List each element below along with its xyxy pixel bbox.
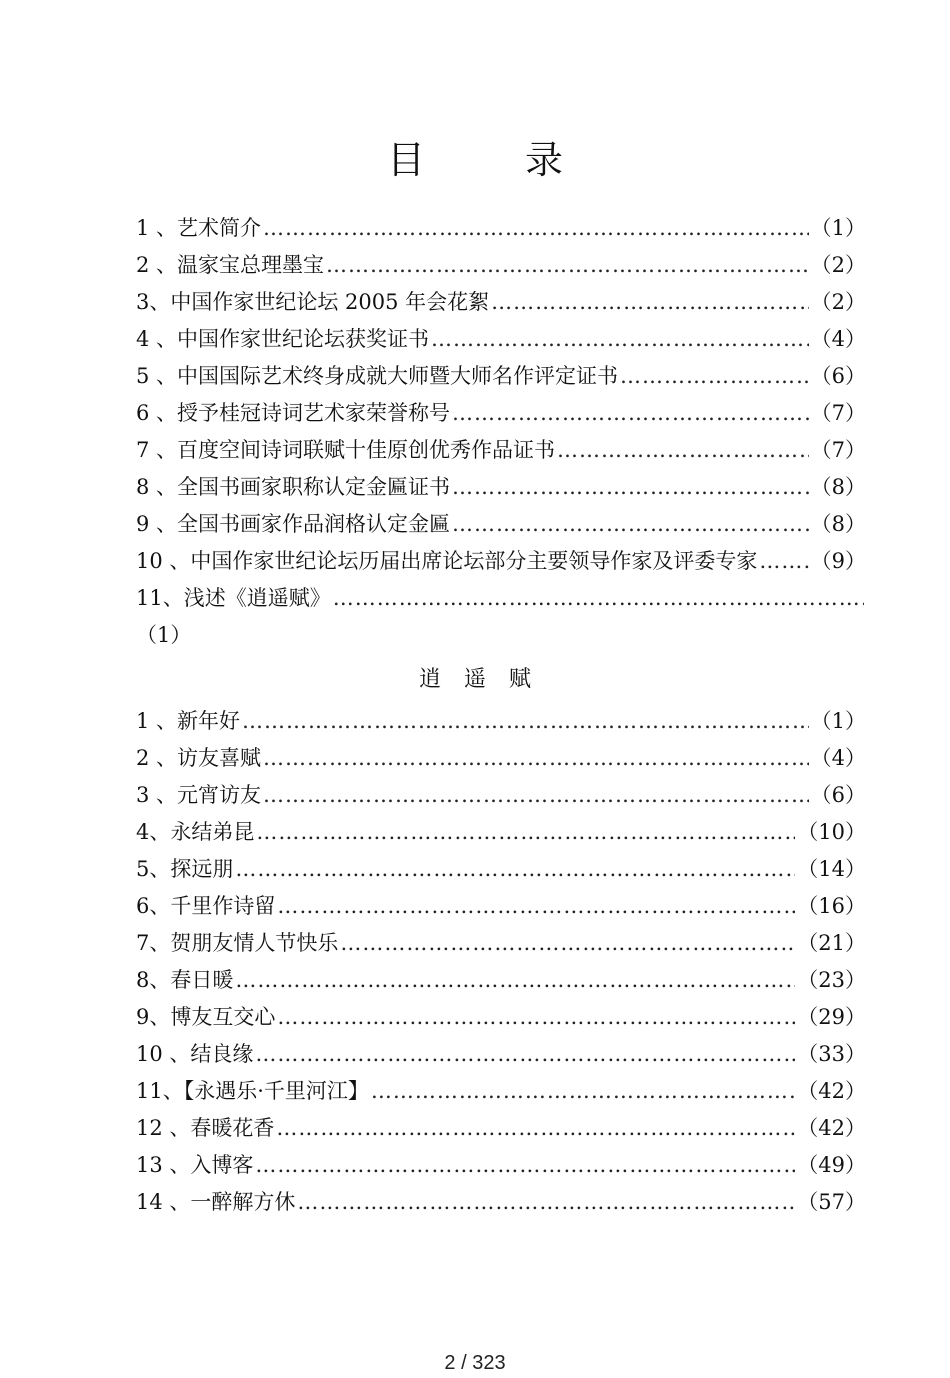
toc-entry-label: 3 、元宵访友 (136, 783, 262, 807)
toc-entry[interactable] (136, 247, 866, 284)
toc-entry-label: 6 、授予桂冠诗词艺术家荣誉称号 (136, 401, 451, 425)
toc-entry-page: （1） (136, 623, 192, 647)
toc-entry-page: （1） (810, 709, 866, 733)
toc-entry-page: （14） (797, 857, 866, 881)
toc-entry[interactable] (136, 1073, 866, 1110)
dot-leader (256, 814, 795, 851)
toc-entry[interactable] (136, 580, 866, 617)
toc-entry[interactable] (136, 740, 866, 777)
dot-leader (277, 999, 795, 1036)
toc-entry[interactable] (136, 1184, 866, 1221)
page-title: 目 录 (386, 138, 608, 182)
toc-entry-page: （4） (810, 746, 866, 770)
toc-entry-page: （23） (797, 968, 866, 992)
toc-entry-page: （6） (810, 364, 866, 388)
dot-leader (255, 1036, 795, 1073)
toc-entry[interactable] (136, 999, 866, 1036)
toc-entry-page: （49） (797, 1153, 866, 1177)
toc-entry-label: 7、贺朋友情人节快乐 (136, 931, 339, 955)
toc-entry-label: 10 、结良缘 (136, 1042, 254, 1066)
toc-entry[interactable] (136, 814, 866, 851)
toc-entry-page: （9） (810, 549, 866, 573)
toc-entry-page: （8） (810, 512, 866, 536)
dot-leader (263, 777, 809, 814)
toc-entry[interactable] (136, 469, 866, 506)
dot-leader (277, 888, 795, 925)
toc-entry[interactable] (136, 284, 866, 321)
toc-entry-label: 13 、入博客 (136, 1153, 254, 1177)
toc-entry-page: （16） (797, 894, 866, 918)
dot-leader (452, 395, 809, 432)
toc-entry-label: 9、博友互交心 (136, 1005, 276, 1029)
dot-leader (452, 469, 809, 506)
toc-entry[interactable] (136, 321, 866, 358)
dot-leader (297, 1184, 795, 1221)
toc-entry-label: 8 、全国书画家职称认定金匾证书 (136, 475, 451, 499)
toc-entry-page: （7） (810, 438, 866, 462)
toc-entry-page: （29） (797, 1005, 866, 1029)
toc-entry[interactable] (136, 851, 866, 888)
toc-entry-label: 4、永结弟昆 (136, 820, 255, 844)
toc-entry-label: 10 、中国作家世纪论坛历届出席论坛部分主要领导作家及评委专家 (136, 549, 758, 573)
toc-entry-page: （6） (810, 783, 866, 807)
dot-leader (452, 506, 809, 543)
toc-entry-label: 11、【永遇乐·千里河江】 (136, 1079, 369, 1103)
toc-entry[interactable] (136, 506, 866, 543)
toc-entry-page: （33） (797, 1042, 866, 1066)
toc-entry[interactable] (136, 1147, 866, 1184)
toc-entry-label: 4 、中国作家世纪论坛获奖证书 (136, 327, 430, 351)
toc-entry-page: （1） (810, 216, 866, 240)
toc-entry-page: （8） (810, 475, 866, 499)
toc-entry[interactable] (136, 1110, 866, 1147)
toc-entry[interactable] (136, 962, 866, 999)
toc-entry[interactable] (136, 543, 866, 580)
toc-entry-label: 2 、访友喜赋 (136, 746, 262, 770)
toc-entry[interactable] (136, 1036, 866, 1073)
toc-entry-page: （21） (797, 931, 866, 955)
toc-entry-label: 8、春日暖 (136, 968, 234, 992)
toc-section-intro (136, 210, 866, 654)
dot-leader (333, 580, 864, 617)
dot-leader (263, 210, 809, 247)
toc-entry-page: （7） (810, 401, 866, 425)
toc-entry-label: 1 、新年好 (136, 709, 241, 733)
toc-entry[interactable] (136, 210, 866, 247)
dot-leader (557, 432, 809, 469)
toc-entry-page: （4） (810, 327, 866, 351)
toc-entry-label: 14 、一醉解方休 (136, 1190, 296, 1214)
dot-leader (431, 321, 809, 358)
toc-entry-label: 9 、全国书画家作品润格认定金匾 (136, 512, 451, 536)
toc-entry[interactable] (136, 888, 866, 925)
dot-leader (242, 703, 809, 740)
toc-entry[interactable] (136, 925, 866, 962)
toc-entry-label: 2 、温家宝总理墨宝 (136, 253, 325, 277)
dot-leader (759, 543, 808, 580)
toc-entry-label: 1 、艺术简介 (136, 216, 262, 240)
dot-leader (491, 284, 808, 321)
dot-leader (235, 962, 795, 999)
page-number: 2 / 323 (444, 1352, 506, 1374)
toc-section-poems (136, 703, 866, 1221)
dot-leader (235, 851, 795, 888)
toc-entry-page: （42） (797, 1116, 866, 1140)
toc-entry-label: 5 、中国国际艺术终身成就大师暨大师名作评定证书 (136, 364, 619, 388)
dot-leader (276, 1110, 795, 1147)
toc-entry-label: 3、中国作家世纪论坛 2005 年会花絮 (136, 290, 490, 314)
toc-entry-page: （42） (797, 1079, 866, 1103)
toc-entry-label: 11、浅述《逍遥赋》 (136, 586, 331, 610)
toc-entry-page: （2） (810, 290, 866, 314)
toc-entry[interactable] (136, 395, 866, 432)
dot-leader (340, 925, 795, 962)
toc-entry-label: 12 、春暖花香 (136, 1116, 275, 1140)
dot-leader (620, 358, 809, 395)
toc-entry-page: （2） (810, 253, 866, 277)
toc-entry[interactable] (136, 777, 866, 814)
dot-leader (263, 740, 809, 777)
toc-entry-page: （57） (797, 1190, 866, 1214)
section-subtitle: 逍 遥 赋 (419, 667, 539, 692)
toc-entry-label: 6、千里作诗留 (136, 894, 276, 918)
dot-leader (371, 1073, 795, 1110)
toc-entry-label: 5、探远朋 (136, 857, 234, 881)
dot-leader (326, 247, 809, 284)
toc-entry-label: 7 、百度空间诗词联赋十佳原创优秀作品证书 (136, 438, 556, 462)
toc-entry[interactable] (136, 432, 866, 469)
toc-entry[interactable] (136, 358, 866, 395)
toc-entry-page: （10） (797, 820, 866, 844)
toc-entry[interactable] (136, 703, 866, 740)
dot-leader (255, 1147, 795, 1184)
